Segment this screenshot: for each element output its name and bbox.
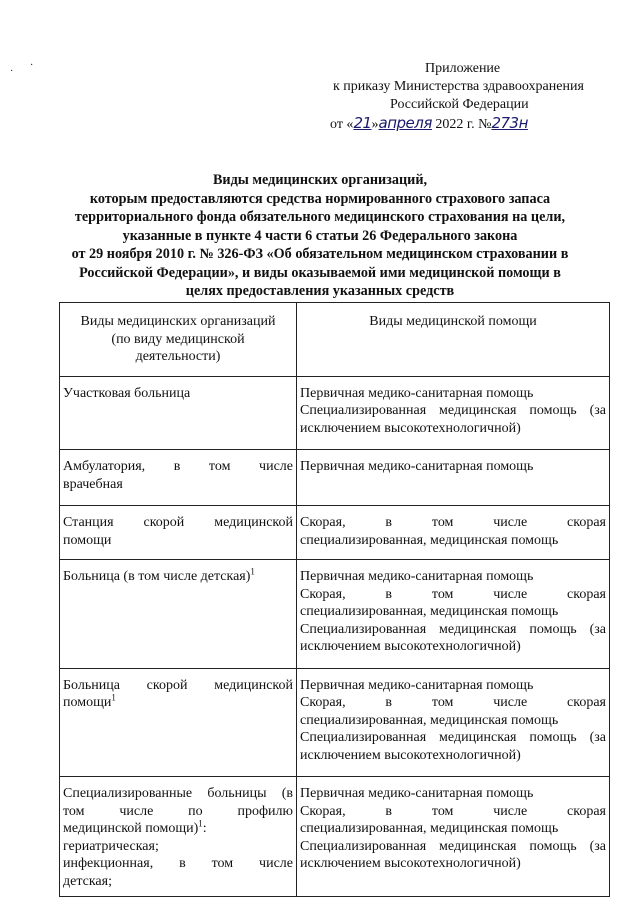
date-day-handwritten: 21 bbox=[353, 114, 372, 132]
table-header-row bbox=[60, 303, 610, 377]
column-header-care-types: Виды медицинской помощи bbox=[297, 303, 610, 377]
scan-speck: · bbox=[30, 60, 34, 71]
date-month-handwritten: апреля bbox=[378, 114, 432, 132]
date-prefix: от « bbox=[330, 117, 354, 132]
organization-cell: Станция скорой медицинской помощи bbox=[60, 506, 297, 560]
column-header-organizations: Виды медицинских организаций (по виду медицинской деятельности) bbox=[60, 303, 297, 377]
order-reference: к приказу Министерства здравоохранения bbox=[333, 79, 584, 94]
care-cell: Первичная медико-санитарная помощь Специализированная медицинская помощь (за исключением высокотехнологичной) bbox=[297, 376, 610, 450]
care-cell: Первичная медико-санитарная помощь Скорая, в том числе скорая специализированная, медицинская помощь Специализированная медицинская помощь (за исключением высокотехнологичной) bbox=[297, 668, 610, 777]
appendix-label: Приложение bbox=[425, 61, 501, 76]
table-row bbox=[60, 376, 610, 450]
table-row bbox=[60, 506, 610, 560]
title-line: Виды медицинских организаций, bbox=[212, 172, 428, 188]
table-row bbox=[60, 668, 610, 777]
organizations-table bbox=[59, 302, 610, 897]
care-cell: Первичная медико-санитарная помощь Скорая, в том числе скорая специализированная, медицинская помощь Специализированная медицинская помощь (за исключением высокотехнологичной) bbox=[297, 777, 610, 897]
footnote-marker: 1 bbox=[198, 818, 203, 829]
title-line: целях предоставления указанных средств bbox=[185, 283, 455, 299]
care-cell: Скорая, в том числе скорая специализированная, медицинская помощь bbox=[297, 506, 610, 560]
date-quote: » bbox=[371, 117, 379, 132]
organization-cell: Больница скорой медицинской помощи$^1$ bbox=[60, 668, 297, 777]
footnote-marker: 1 bbox=[111, 692, 116, 703]
title-line: территориального фонда обязательного медицинского страхования на цели, bbox=[74, 209, 566, 225]
table-row bbox=[60, 560, 610, 669]
title-line: от 29 ноября 2010 г. № 326-ФЗ «Об обязательном медицинском страховании в bbox=[71, 246, 569, 262]
title-line: которым предоставляются средства нормированного страхового запаса bbox=[89, 190, 551, 207]
scan-speck: · bbox=[10, 66, 14, 77]
care-cell: Первичная медико-санитарная помощь bbox=[297, 450, 610, 506]
table-row bbox=[60, 777, 610, 897]
organization-cell: Участковая больница bbox=[60, 376, 297, 450]
organization-cell: Специализированные больницы (в том числе по профилю медицинской помощи)$^1$: гериатрическая; инфекционная, в том числе детская; bbox=[60, 777, 297, 897]
order-date bbox=[330, 114, 620, 134]
country-name: Российской Федерации bbox=[390, 97, 529, 112]
organization-cell: Амбулатория, в том числе врачебная bbox=[60, 450, 297, 506]
order-number-handwritten: 273н bbox=[491, 114, 528, 132]
title-line: Российской Федерации», и виды оказываемой ими медицинской помощи в bbox=[79, 264, 561, 281]
date-year: 2022 г. № bbox=[431, 117, 492, 132]
care-cell: Первичная медико-санитарная помощь Скорая, в том числе скорая специализированная, медицинская помощь Специализированная медицинская помощь (за исключением высокотехнологичной) bbox=[297, 560, 610, 669]
title-line: указанные в пункте 4 части 6 статьи 26 Федерального закона bbox=[122, 227, 518, 244]
appendix-header bbox=[330, 60, 620, 134]
document-title bbox=[40, 171, 600, 301]
organization-cell: Больница (в том числе детская)$^1$ bbox=[60, 560, 297, 669]
table-row bbox=[60, 450, 610, 506]
footnote-marker: 1 bbox=[250, 566, 255, 577]
